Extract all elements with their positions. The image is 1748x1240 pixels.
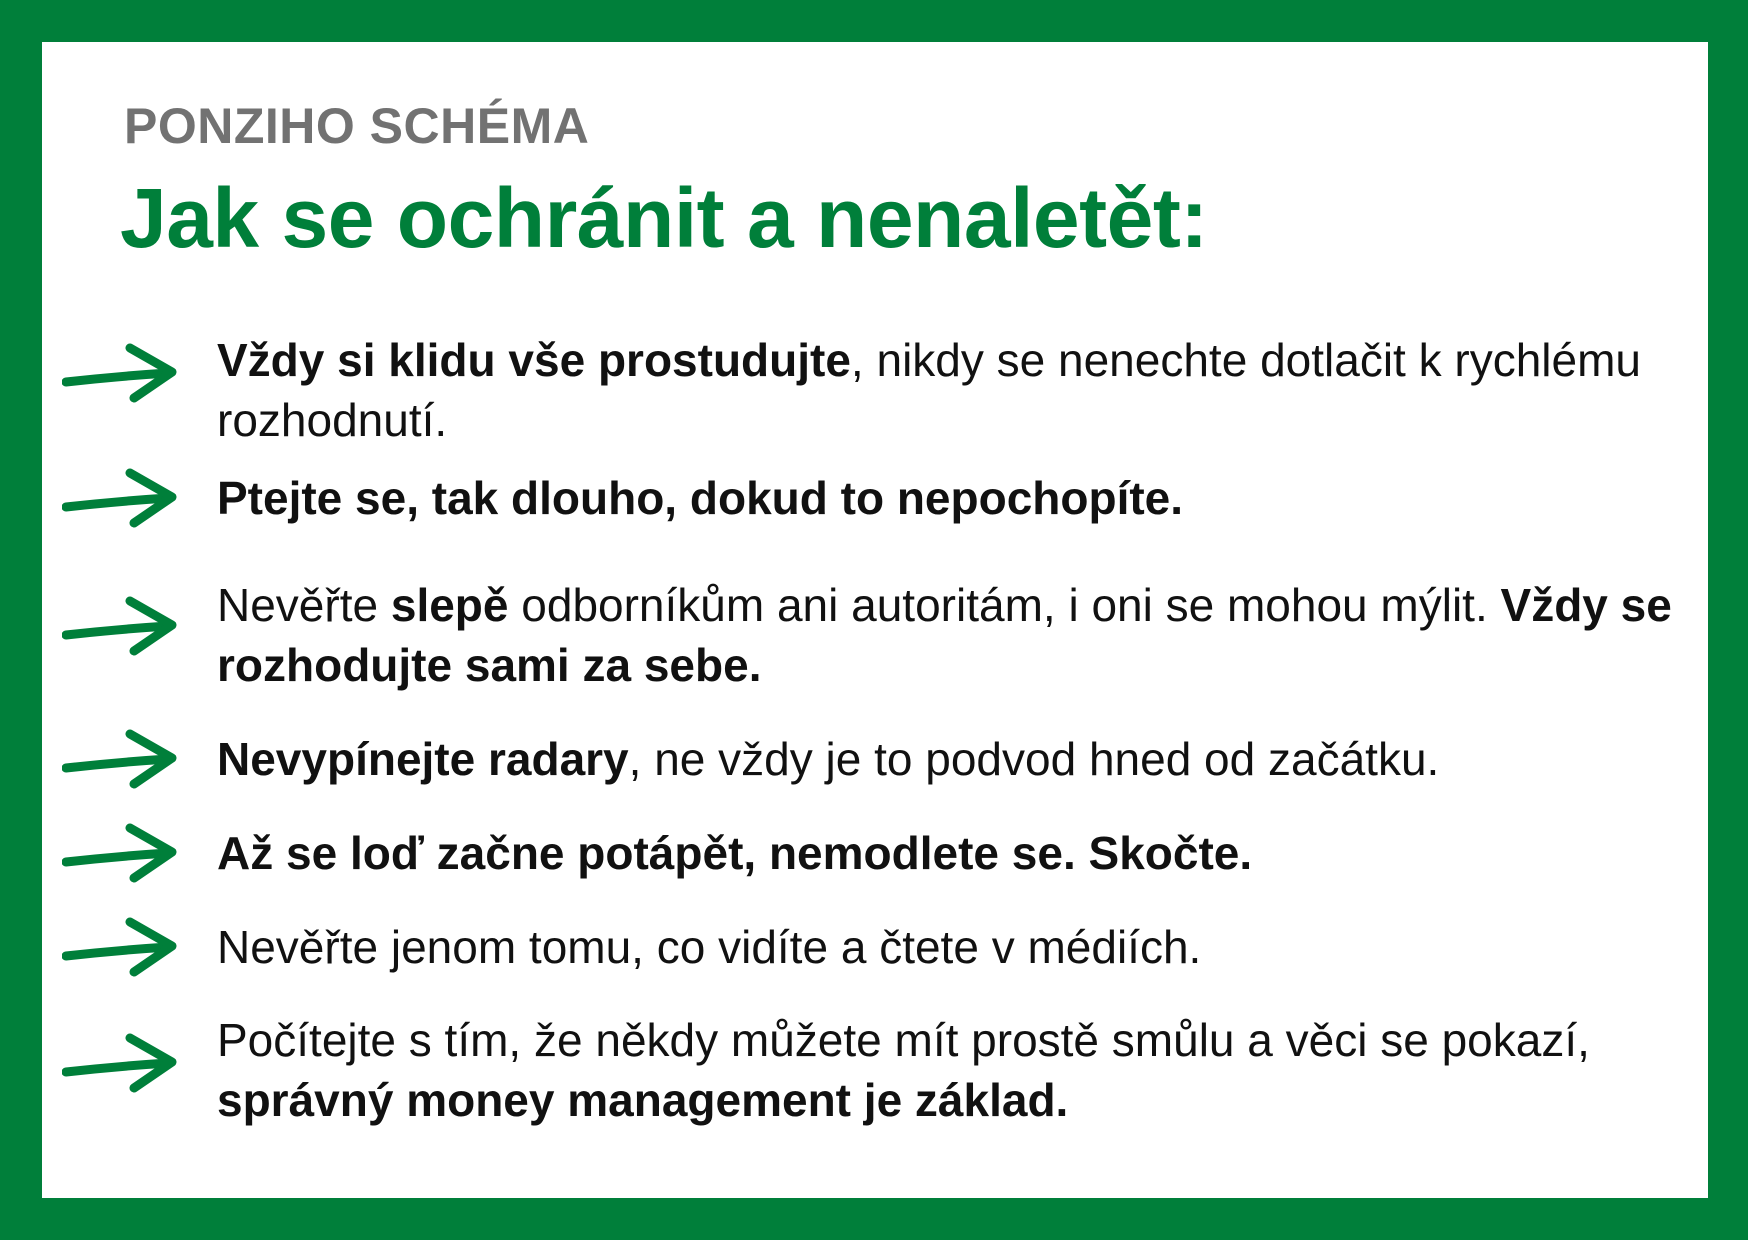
arrow-right-icon [62,338,182,408]
arrow-right-icon [62,591,182,661]
tip-text [217,330,1694,450]
tip-text [217,1010,1694,1130]
tip-emphasis: Ptejte se, tak dlouho, dokud to nepochopíte. [217,472,1184,524]
tip-text [217,823,1694,883]
tip-body: , ne vždy je to podvod hned od začátku. [628,733,1440,785]
tip-emphasis: slepě [390,579,509,631]
tip-text [217,917,1694,977]
tip-emphasis: Vždy se rozhodujte sami za sebe. [217,579,1672,691]
tip-emphasis: Vždy si klidu vše prostudujte [217,334,851,386]
tip-text [217,729,1694,789]
arrow-right-icon [62,1028,182,1098]
tip-body: odborníkům ani autoritám, i oni se mohou mýlit. [508,579,1501,631]
arrow-right-icon [62,912,182,982]
arrow-right-icon [62,818,182,888]
content-card [42,42,1708,1198]
tip-emphasis: Až se loď začne potápět, nemodlete se. Skočte. [217,827,1253,879]
tip-text [217,575,1694,695]
tip-body: Počítejte s tím, že někdy můžete mít prostě smůlu a věci se pokazí, [217,1014,1590,1066]
tip-text [217,468,1694,528]
tip-body: , nikdy se nenechte dotlačit k rychlému rozhodnutí. [217,334,1641,446]
tip-body: Nevěřte [217,579,391,631]
page-title: Jak se ochránit a nenaletět: [120,171,1208,265]
arrow-right-icon [62,724,182,794]
section-kicker: PONZIHO SCHÉMA [124,98,590,154]
tip-emphasis: Nevypínejte radary [217,733,629,785]
tip-body: Nevěřte jenom tomu, co vidíte a čtete v médiích. [217,921,1202,973]
tip-emphasis: správný money management je základ. [217,1074,1069,1126]
arrow-right-icon [62,463,182,533]
